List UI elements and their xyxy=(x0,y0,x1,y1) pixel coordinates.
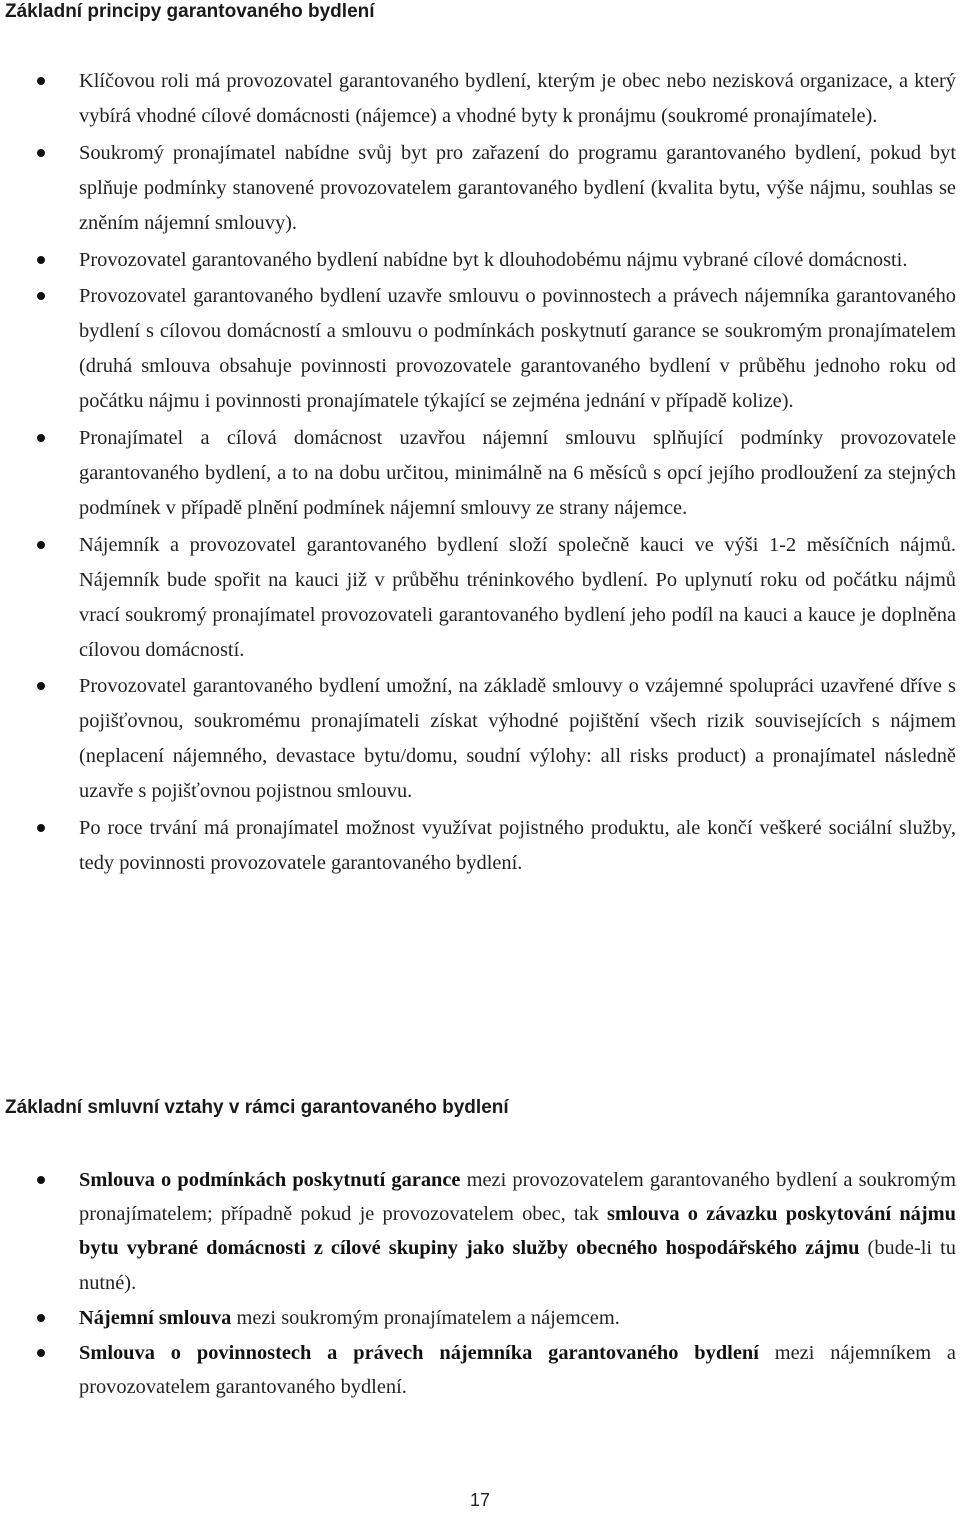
list-item xyxy=(0,528,956,668)
list-item-text: Pronajímatel a cílová domácnost uzavřou nájemní smlouvu splňující podmínky provozovatele garantovaného bydlení, a to na dobu určitou, minimálně na 6 měsíců s opcí jejího prodloužení za stejných podmínek v případě plnění podmínek nájemní smlouvy ze strany nájemce. xyxy=(79,427,956,519)
contracts-list xyxy=(0,1163,956,1404)
section-heading-principles: Základní principy garantovaného bydlení xyxy=(5,1,375,22)
list-item xyxy=(0,1163,956,1300)
list-item xyxy=(0,811,956,881)
list-item xyxy=(0,243,956,278)
list-item-text: Po roce trvání má pronajímatel možnost využívat pojistného produktu, ale končí veškeré sociální služby, tedy povinnosti provozovatele garantovaného bydlení. xyxy=(79,817,956,874)
principles-list xyxy=(0,64,956,881)
list-item xyxy=(0,64,956,134)
bullet-icon xyxy=(37,1176,45,1184)
bullet-icon xyxy=(37,149,45,157)
section-heading-contracts: Základní smluvní vztahy v rámci garantovaného bydlení xyxy=(5,1097,509,1118)
list-item-text: Provozovatel garantovaného bydlení nabídne byt k dlouhodobému nájmu vybrané cílové domácnosti. xyxy=(79,248,908,271)
list-item-text: mezi nájemníkem a provozovatelem garantovaného bydlení. xyxy=(79,1342,956,1399)
contract-name: smlouva o závazku poskytování nájmu bytu vybrané domácnosti z cílové skupiny jako služby obecného hospodářského zájmu xyxy=(79,1203,956,1260)
list-item-text: Provozovatel garantovaného bydlení uzavře smlouvu o povinnostech a právech nájemníka garantovaného bydlení s cílovou domácností a smlouvu o podmínkách poskytnutí garance se soukromým pronajímatelem (druhá smlouva obsahuje povinnosti provozovatele garantovaného bydlení v průběhu jednoho roku od počátku nájmu i povinnosti pronajímatele týkající se zejména jednání v případě kolize). xyxy=(79,285,956,413)
list-item xyxy=(0,421,956,526)
bullet-icon xyxy=(37,1349,45,1357)
page-number: 17 xyxy=(469,1490,491,1510)
contract-name: Smlouva o povinnostech a právech nájemníka garantovaného bydlení xyxy=(79,1342,759,1365)
list-item xyxy=(0,279,956,419)
bullet-icon xyxy=(37,77,45,85)
list-item-text: Provozovatel garantovaného bydlení umožní, na základě smlouvy o vzájemné spolupráci uzavřené dříve s pojišťovnou, soukromému pronajímateli získat výhodné pojištění všech rizik souvisejících s nájmem (neplacení nájemného, devastace bytu/domu, soudní výlohy: all risks product) a pronajímatel následně uzavře s pojišťovnou pojistnou smlouvu. xyxy=(79,675,956,803)
list-item-text: Klíčovou roli má provozovatel garantovaného bydlení, kterým je obec nebo nezisková organizace, a který vybírá vhodné cílové domácnosti (nájemce) a vhodné byty k pronájmu (soukromé pronajímatele). xyxy=(79,70,956,127)
list-item-text: Nájemník a provozovatel garantovaného bydlení složí společně kauci ve výši 1-2 měsíčních nájmů. Nájemník bude spořit na kauci již v průběhu tréninkového bydlení. Po uplynutí roku od počátku nájmů vrací soukromý pronajímatel provozovateli garantovaného bydlení jeho podíl na kauci a kauce je doplněna cílovou domácností. xyxy=(79,533,956,661)
list-item-text: (bude-li tu nutné). xyxy=(79,1237,956,1294)
list-item xyxy=(0,136,956,241)
list-item xyxy=(0,669,956,809)
list-item-text: mezi soukromým pronajímatelem a nájemcem. xyxy=(231,1306,620,1329)
bullet-icon xyxy=(37,541,45,549)
contract-name: Smlouva o podmínkách poskytnutí garance xyxy=(79,1169,461,1191)
list-item-text: Soukromý pronajímatel nabídne svůj byt pro zařazení do programu garantovaného bydlení, pokud byt splňuje podmínky stanovené provozovatelem garantovaného bydlení (kvalita bytu, výše nájmu, souhlas se zněním nájemní smlouvy). xyxy=(79,141,956,234)
bullet-icon xyxy=(37,682,45,690)
contract-name: Nájemní smlouva xyxy=(79,1306,232,1329)
bullet-icon xyxy=(37,824,45,832)
bullet-icon xyxy=(37,256,45,264)
bullet-icon xyxy=(37,1314,45,1322)
list-item-text: mezi provozovatelem garantovaného bydlení a soukromým pronajímatelem; případně pokud je provozovatelem obec, tak xyxy=(79,1169,956,1226)
list-item xyxy=(0,1301,956,1335)
bullet-icon xyxy=(37,292,45,300)
bullet-icon xyxy=(37,434,45,442)
list-item xyxy=(0,1336,956,1404)
